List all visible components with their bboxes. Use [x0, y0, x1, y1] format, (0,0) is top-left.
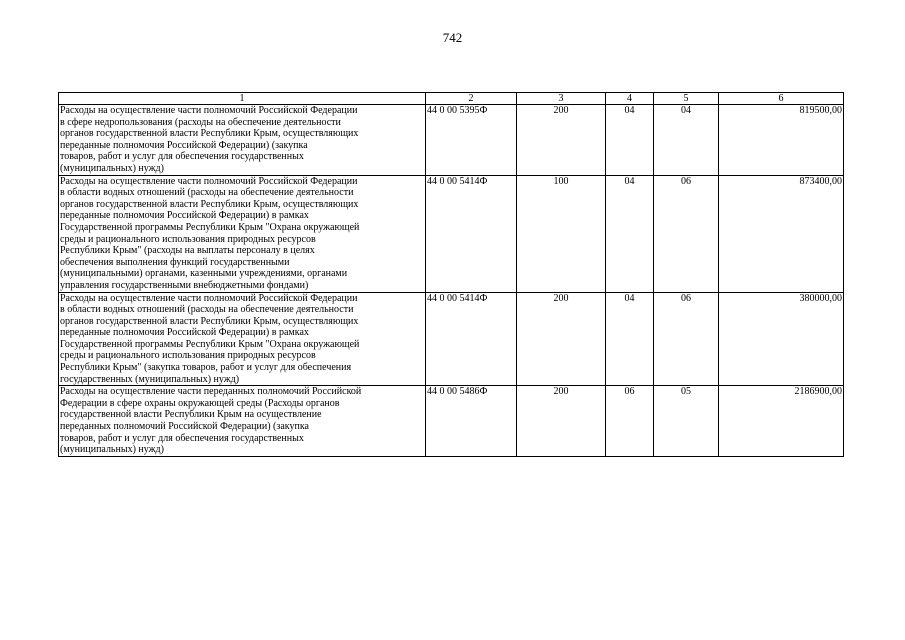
row-target-code: 44 0 00 5395Ф	[426, 105, 517, 176]
table-row	[59, 105, 844, 176]
header-col-3: 3	[517, 93, 606, 105]
row-expense-type: 100	[517, 175, 606, 292]
row-subsection: 04	[654, 105, 719, 176]
row-expense-type: 200	[517, 105, 606, 176]
row-expense-type: 200	[517, 386, 606, 457]
row-description: Расходы на осуществление части полномочий Российской Федерации в области водных отношений (расходы на обеспечение деятельности органов государственной власти Республики Крым, осуществляющих переданные полномочия Российской Федерации) в рамках Государственной программы Республики Крым "Охрана окружающей среды и рационального использования природных ресурсов Республики Крым" (закупка товаров, работ и услуг для обеспечения государственных (муниципальных) нужд)	[59, 292, 426, 386]
row-amount: 380000,00	[719, 292, 844, 386]
row-description: Расходы на осуществление части полномочий Российской Федерации в сфере недропользования (расходы на обеспечение деятельности органов государственной власти Республики Крым, осуществляющих переданные полномочия Российской Федерации) (закупка товаров, работ и услуг для обеспечения государственных (муниципальных) нужд)	[59, 105, 426, 176]
row-amount: 819500,00	[719, 105, 844, 176]
row-section: 04	[606, 292, 654, 386]
budget-table	[58, 92, 844, 457]
row-subsection: 05	[654, 386, 719, 457]
row-target-code: 44 0 00 5414Ф	[426, 292, 517, 386]
row-amount: 2186900,00	[719, 386, 844, 457]
row-section: 04	[606, 175, 654, 292]
table-row	[59, 175, 844, 292]
row-target-code: 44 0 00 5486Ф	[426, 386, 517, 457]
row-expense-type: 200	[517, 292, 606, 386]
header-col-5: 5	[654, 93, 719, 105]
table-row	[59, 386, 844, 457]
row-amount: 873400,00	[719, 175, 844, 292]
row-section: 06	[606, 386, 654, 457]
table-row	[59, 292, 844, 386]
row-description: Расходы на осуществление части переданных полномочий Российской Федерации в сфере охраны окружающей среды (Расходы органов государственной власти Республики Крым на осуществление переданных полномочий Российской Федерации) (закупка товаров, работ и услуг для обеспечения государственных (муниципальных) нужд)	[59, 386, 426, 457]
row-subsection: 06	[654, 175, 719, 292]
header-col-6: 6	[719, 93, 844, 105]
page-number: 742	[442, 30, 463, 45]
row-subsection: 06	[654, 292, 719, 386]
row-section: 04	[606, 105, 654, 176]
header-col-4: 4	[606, 93, 654, 105]
header-col-1: 1	[59, 93, 426, 105]
table-header-row	[59, 93, 844, 105]
header-col-2: 2	[426, 93, 517, 105]
row-description: Расходы на осуществление части полномочий Российской Федерации в области водных отношений (расходы на обеспечение деятельности органов государственной власти Республики Крым, осуществляющих переданные полномочия Российской Федерации) в рамках Государственной программы Республики Крым "Охрана окружающей среды и рационального использования природных ресурсов Республики Крым" (расходы на выплаты персоналу в целях обеспечения выполнения функций государственными (муниципальными) органами, казенными учреждениями, органами управления государственными внебюджетными фондами)	[59, 175, 426, 292]
row-target-code: 44 0 00 5414Ф	[426, 175, 517, 292]
